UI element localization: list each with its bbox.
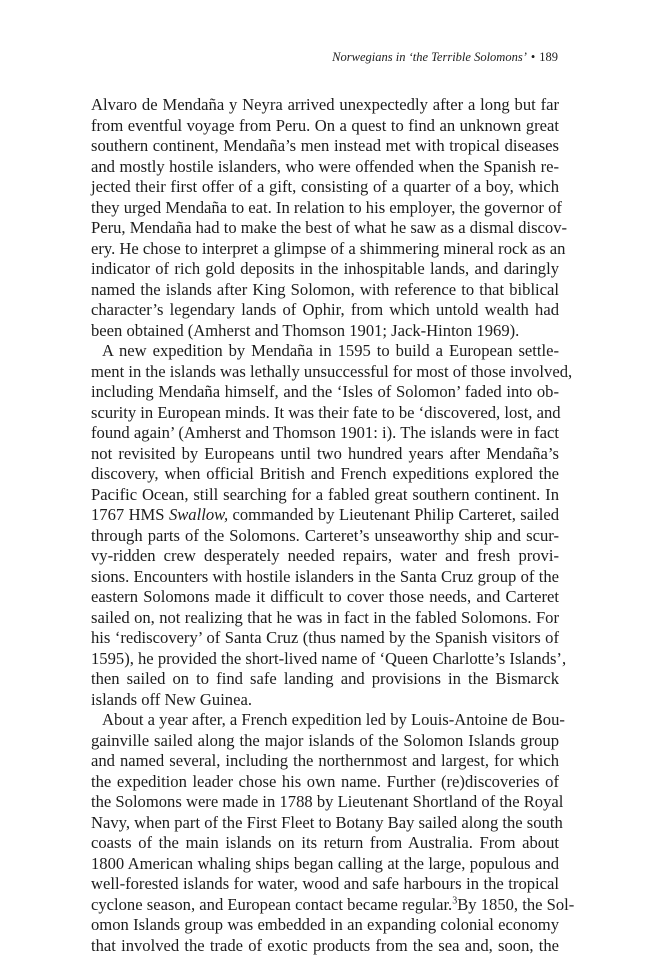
text-segment: cyclone season, and European contact became regular.: [91, 894, 453, 914]
ship-name: Swallow,: [168, 505, 229, 524]
text-line: vy-ridden crew desperately needed repairs, water and fresh provi-: [91, 546, 559, 565]
text-line: and named several, including the northernmost and largest, for which: [91, 751, 559, 770]
text-line-ship: [91, 505, 559, 526]
text-line: 1800 American whaling ships began calling at the large, populous and: [91, 853, 559, 873]
text-line: coasts of the main islands on its return from Australia. From about: [91, 833, 559, 852]
page-number: 189: [539, 50, 558, 64]
text-line: discovery, when official British and French expeditions explored the: [91, 464, 559, 483]
footnote-reference: 3: [452, 894, 458, 906]
text-line: A new expedition by Mendaña in 1595 to build a European settle-: [102, 341, 559, 360]
text-line: eastern Solomons made it difficult to cover those needs, and Carteret: [91, 587, 559, 606]
paragraph-3: [91, 710, 575, 956]
text-line: Pacific Ocean, still searching for a fabled great southern continent. In: [91, 484, 559, 504]
text-line: the expedition leader chose his own name. Further (re)discoveries of: [91, 771, 559, 791]
text-line: indicator of rich gold deposits in the inhospitable lands, and daringly: [91, 259, 559, 278]
paragraph-2: [91, 341, 573, 710]
text-line: southern continent, Mendaña’s men instead met with tropical diseases: [91, 136, 559, 155]
text-line: Peru, Mendaña had to make the best of what he saw as a dismal discov-: [91, 218, 568, 237]
text-line-footnote: [91, 894, 575, 916]
text-line: named the islands after King Solomon, with reference to that biblical: [91, 279, 559, 299]
text-line: including Mendaña himself, and the ‘Isles of Solomon’ faded into ob-: [91, 382, 559, 401]
running-header: [332, 49, 558, 65]
text-line: 1595), he provided the short-lived name of ‘Queen Charlotte’s Islands’,: [91, 648, 567, 668]
text-line: Navy, when part of the First Fleet to Botany Bay sailed along the south: [91, 812, 563, 832]
text-line: character’s legendary lands of Ophir, from which untold wealth had: [91, 300, 559, 319]
text-line: About a year after, a French expedition led by Louis-Antoine de Bou-: [102, 710, 565, 729]
text-line: islands off New Guinea.: [91, 689, 252, 709]
text-line: from eventful voyage from Peru. On a quest to find an unknown great: [91, 115, 559, 135]
text-line: his ‘rediscovery’ of Santa Cruz (thus named by the Spanish visitors of: [91, 628, 559, 647]
text-line: been obtained (Amherst and Thomson 1901; Jack-Hinton 1969).: [91, 320, 520, 340]
text-line: ery. He chose to interpret a glimpse of a shimmering mineral rock as an: [91, 238, 566, 258]
text-line: jected their first offer of a gift, consisting of a quarter of a boy, which: [91, 177, 559, 196]
text-line: and mostly hostile islanders, who were offended when the Spanish re-: [91, 156, 559, 176]
text-segment: 1767 HMS: [91, 505, 165, 524]
paragraph-1: [91, 95, 568, 341]
text-line: omon Islands group was embedded in an expanding colonial economy: [91, 915, 559, 934]
text-segment: By 1850, the Sol-: [457, 894, 575, 914]
running-title: Norwegians in ‘the Terrible Solomons’: [332, 50, 527, 64]
text-line: they urged Mendaña to eat. In relation to his employer, the governor of: [91, 197, 562, 217]
text-line: that involved the trade of exotic products from the sea and, soon, the: [91, 935, 559, 955]
text-line: not revisited by Europeans until two hundred years after Mendaña’s: [91, 443, 559, 463]
text-line: gainville sailed along the major islands of the Solomon Islands group: [91, 730, 559, 750]
header-separator: •: [530, 50, 536, 64]
text-segment: sailed: [520, 505, 560, 524]
text-line: well-forested islands for water, wood and safe harbours in the tropical: [91, 874, 559, 893]
text-line: found again’ (Amherst and Thomson 1901: i). The islands were in fact: [91, 423, 559, 442]
text-line: sailed on, not realizing that he was in fact in the fabled Solomons. For: [91, 607, 559, 627]
text-line: the Solomons were made in 1788 by Lieutenant Shortland of the Royal: [91, 792, 564, 811]
text-line: through parts of the Solomons. Carteret’s unseaworthy ship and scur-: [91, 525, 559, 545]
text-line: sions. Encounters with hostile islanders in the Santa Cruz group of the: [91, 566, 559, 586]
body-text: [91, 95, 575, 956]
text-line: Alvaro de Mendaña y Neyra arrived unexpectedly after a long but far: [91, 95, 559, 114]
text-segment: commanded by Lieutenant Philip Carteret,: [232, 505, 516, 524]
text-line: ment in the islands was lethally unsuccessful for most of those involved,: [91, 361, 573, 381]
text-line: then sailed on to find safe landing and provisions in the Bismarck: [91, 669, 559, 688]
text-line: scurity in European minds. It was their fate to be ‘discovered, lost, and: [91, 402, 561, 422]
